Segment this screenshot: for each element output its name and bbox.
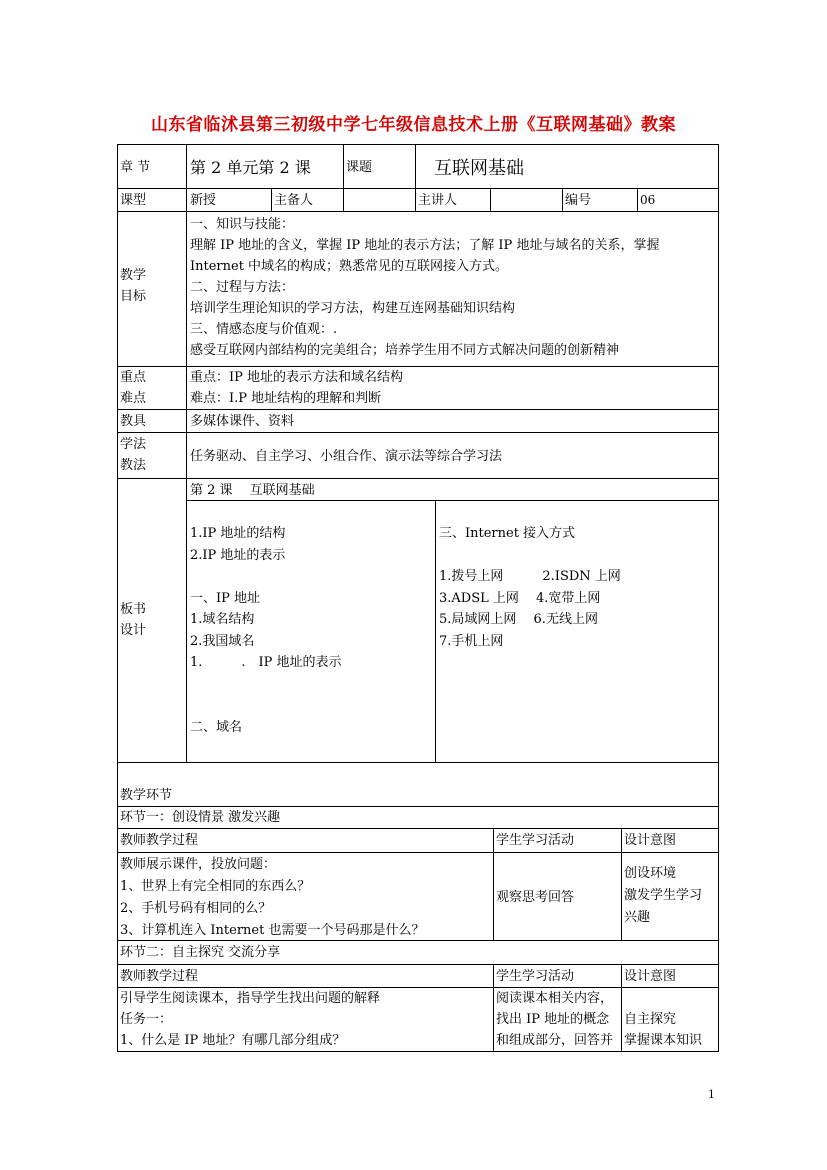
goals-line: Internet 中域名的构成；熟悉常见的互联网接入方式。 bbox=[190, 259, 509, 274]
section1-header-intent: 设计意图 bbox=[624, 833, 677, 848]
goals-label: 教学 目标 bbox=[120, 268, 147, 304]
board-line bbox=[439, 545, 715, 567]
section2-header-intent: 设计意图 bbox=[624, 969, 677, 984]
board-left bbox=[188, 522, 434, 739]
preparer-value bbox=[344, 189, 414, 191]
section1-header-student: 学生学习活动 bbox=[496, 833, 575, 848]
board-line: 1.域名结构 bbox=[190, 612, 255, 627]
chapter-label: 章 节 bbox=[120, 160, 151, 175]
board-line: 2.IP 地址的表示 bbox=[190, 547, 286, 563]
goals-line: 二、过程与方法： bbox=[190, 280, 295, 295]
section2-header-student: 学生学习活动 bbox=[496, 969, 575, 984]
section1-teacher: 教师展示课件，投放问题： 1、世界上有完全相同的东西么？ 2、手机号码有相同的么？ 3、计算机连入 Internet 也需要一个号码那是什么？ bbox=[120, 857, 425, 938]
topic-value: 互联网基础 bbox=[434, 158, 524, 179]
speaker-label: 主讲人 bbox=[418, 193, 458, 208]
section2-teacher: 引导学生阅读课本，指导学生找出问题的解释 任务一： 1、什么是 IP 地址？有哪几部分组成？ bbox=[120, 991, 381, 1048]
speaker-value bbox=[491, 189, 561, 191]
methods-label: 学法 教法 bbox=[120, 437, 147, 473]
goals-line: 感受互联网内部结构的完美组合；培养学生用不同方式解决问题的创新精神 bbox=[190, 343, 620, 358]
board-right bbox=[437, 522, 717, 653]
board-line: 1.拨号上网 2.ISDN 上网 bbox=[439, 569, 621, 584]
keypoints-label: 重点 难点 bbox=[120, 370, 147, 406]
board-line: 5.局域网上网 6.无线上网 bbox=[439, 612, 598, 627]
goals-line: 一、知识与技能： bbox=[190, 217, 295, 232]
methods-value: 任务驱动、自主学习、小组合作、演示法等综合学习法 bbox=[190, 449, 503, 464]
tools-label: 教具 bbox=[120, 414, 147, 429]
chapter-value: 第 2 单元第 2 课 bbox=[190, 158, 311, 177]
section1-title: 环节一：创设情景 激发兴趣 bbox=[120, 810, 281, 825]
tools-value: 多媒体课件、资料 bbox=[190, 414, 295, 429]
goals-text bbox=[188, 213, 718, 362]
section1-intent: 创设环境 激发学生学习 兴趣 bbox=[624, 866, 703, 925]
board-line: 一、IP 地址 bbox=[190, 590, 261, 606]
section1-header-teacher: 教师教学过程 bbox=[120, 833, 199, 848]
goals-line: 三、情感态度与价值观：. bbox=[190, 322, 338, 337]
preparer-label: 主备人 bbox=[274, 193, 314, 208]
document-title: 山东省临沭县第三初级中学七年级信息技术上册《互联网基础》教案 bbox=[151, 115, 676, 135]
section2-intent: 自主探究 掌握课本知识 bbox=[624, 1012, 703, 1048]
board-line: 3.ADSL 上网 4.宽带上网 bbox=[439, 590, 601, 606]
number-value: 06 bbox=[640, 193, 656, 207]
board-line: 1. . IP 地址的表示 bbox=[190, 655, 342, 670]
board-line: 1.IP 地址的结构 bbox=[190, 526, 286, 541]
board-line: 二、域名 bbox=[190, 719, 243, 735]
section2-title: 环节二：自主探究 交流分享 bbox=[120, 945, 281, 960]
page-number: 1 bbox=[708, 1088, 715, 1101]
section2-student: 阅读课本相关内容， 找出 IP 地址的概念 和组成部分，回答并 bbox=[496, 991, 614, 1048]
type-label: 课型 bbox=[120, 193, 147, 208]
board-line bbox=[190, 566, 432, 588]
number-label: 编号 bbox=[565, 193, 592, 208]
keypoints-text: 重点：IP 地址的表示方法和域名结构 难点：I.P 地址结构的理解和判断 bbox=[190, 370, 404, 406]
section1-student: 观察思考回答 bbox=[496, 890, 575, 905]
type-value: 新授 bbox=[190, 193, 217, 208]
board-line: 7.手机上网 bbox=[439, 633, 504, 649]
process-label: 教学环节 bbox=[120, 788, 173, 803]
topic-label: 课题 bbox=[346, 160, 373, 175]
board-label: 板书 设计 bbox=[120, 602, 147, 638]
board-line bbox=[190, 674, 432, 696]
section2-header-teacher: 教师教学过程 bbox=[120, 969, 199, 984]
board-line: 2.我国域名 bbox=[190, 633, 255, 649]
board-line: 三、Internet 接入方式 bbox=[439, 526, 576, 541]
board-line bbox=[190, 695, 432, 717]
board-heading: 第 2 课 互联网基础 bbox=[190, 483, 315, 498]
goals-line: 理解 IP 地址的含义，掌握 IP 地址的表示方法；了解 IP 地址与域名的关系，掌握 bbox=[190, 238, 660, 253]
goals-line: 培训学生理论知识的学习方法，构建互连网基础知识结构 bbox=[190, 301, 516, 316]
